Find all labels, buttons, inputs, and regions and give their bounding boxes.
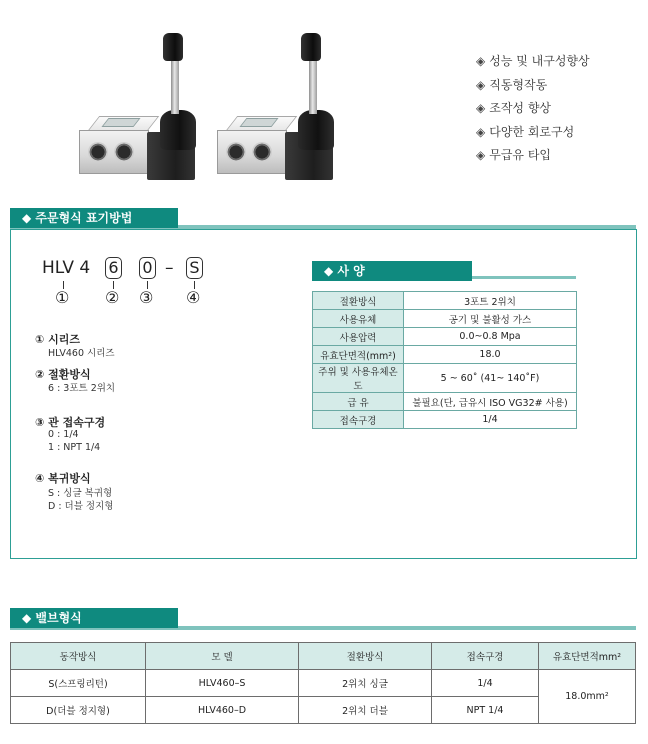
item-title-return: ④ 복귀방식 <box>35 472 91 485</box>
code-box-3 <box>139 257 156 279</box>
code-prefix: HLV 4 <box>42 258 91 278</box>
spec-value: 공기 및 불활성 가스 <box>404 310 577 328</box>
marker-2: ② <box>105 288 120 307</box>
port-hole <box>88 142 108 162</box>
feature-text: 무급유 타입 <box>489 148 552 162</box>
spec-row <box>313 346 577 364</box>
feature-item <box>476 74 590 98</box>
cell-area: 18.0mm² <box>539 670 636 724</box>
spec-row <box>313 292 577 310</box>
spec-value: 3포트 2위치 <box>404 292 577 310</box>
diamond-bullet-icon: ◈ <box>476 148 486 162</box>
item-line: 0 : 1/4 <box>48 429 79 440</box>
feature-text: 직동형작동 <box>489 77 548 92</box>
diamond-bullet-icon: ◈ <box>476 101 486 115</box>
spec-label: 주위 및 사용유체온도 <box>313 364 404 393</box>
cell-action: D(더블 정지형) <box>11 697 146 724</box>
spec-header: ◆ 사 양 <box>312 261 472 281</box>
section-header-order: ◆ 주문형식 표기방법 <box>10 208 178 228</box>
lever-knob <box>163 33 183 61</box>
port-hole <box>252 142 272 162</box>
code-box-2 <box>105 257 122 279</box>
spec-label: 절환방식 <box>313 292 404 310</box>
spec-label: 접속구경 <box>313 411 404 429</box>
column-header: 동작방식 <box>11 643 146 670</box>
code-dash: – <box>165 258 174 278</box>
feature-text: 조작성 향상 <box>489 101 552 115</box>
feature-item <box>476 50 590 74</box>
marker-3: ③ <box>139 288 154 307</box>
valve-type-table <box>10 642 636 724</box>
feature-item <box>476 121 590 145</box>
cell-switch: 2위치 싱글 <box>299 670 432 697</box>
item-title-switch: ② 절환방식 <box>35 368 91 381</box>
cell-port: NPT 1/4 <box>432 697 539 724</box>
spec-label: 사용유체 <box>313 310 404 328</box>
marker-1: ① <box>55 288 70 307</box>
spec-row <box>313 393 577 411</box>
code-box-4 <box>186 257 203 279</box>
feature-text: 성능 및 내구성향상 <box>489 54 590 68</box>
section-header-valve-type: ◆ 밸브형식 <box>10 608 178 628</box>
spec-value: 18.0 <box>404 346 577 364</box>
table-row <box>11 670 636 697</box>
code-digit: 6 <box>105 257 122 279</box>
lever-knob <box>301 33 321 61</box>
cell-model: HLV460–D <box>146 697 299 724</box>
spec-row <box>313 411 577 429</box>
spec-value: 0.0~0.8 Mpa <box>404 328 577 346</box>
lever-stem <box>309 58 317 114</box>
cell-port: 1/4 <box>432 670 539 697</box>
feature-item <box>476 97 590 121</box>
marker-4: ④ <box>186 288 201 307</box>
spec-label: 사용압력 <box>313 328 404 346</box>
cell-action: S(스프링리턴) <box>11 670 146 697</box>
item-line: S : 싱글 복귀형 <box>48 488 113 499</box>
spec-label: 급 유 <box>313 393 404 411</box>
spec-row <box>313 364 577 393</box>
code-digit: S <box>186 257 203 279</box>
spec-table <box>312 291 577 429</box>
features-list <box>476 50 590 168</box>
rubber-boot <box>160 110 196 150</box>
diamond-bullet-icon: ◈ <box>476 124 486 139</box>
item-line: HLV460 시리즈 <box>48 348 115 359</box>
diamond-bullet-icon: ◈ <box>476 54 486 68</box>
rubber-boot <box>298 110 334 150</box>
column-header: 모 델 <box>146 643 299 670</box>
column-header: 절환방식 <box>299 643 432 670</box>
lever-stem <box>171 58 179 114</box>
item-line: 1 : NPT 1/4 <box>48 442 101 453</box>
item-title-series: ① 시리즈 <box>35 333 81 346</box>
spec-row <box>313 328 577 346</box>
spec-value: 5 ~ 60˚ (41~ 140˚F) <box>404 364 577 393</box>
feature-item <box>476 144 590 168</box>
column-header: 접속구경 <box>432 643 539 670</box>
column-header: 유효단면적mm² <box>539 643 636 670</box>
code-digit: 0 <box>139 257 156 279</box>
table-header-row <box>11 643 636 670</box>
item-line: 6 : 3포트 2위치 <box>48 383 116 394</box>
port-hole <box>226 142 246 162</box>
order-code <box>42 258 90 278</box>
item-title-port: ③ 관 접속구경 <box>35 416 106 429</box>
feature-text: 다양한 회로구성 <box>489 124 575 139</box>
spec-label: 유효단면적(mm²) <box>313 346 404 364</box>
diamond-bullet-icon: ◈ <box>476 77 486 92</box>
spec-row <box>313 310 577 328</box>
port-hole <box>114 142 134 162</box>
cell-switch: 2위치 더블 <box>299 697 432 724</box>
spec-value: 불필요(단, 급유시 ISO VG32# 사용) <box>404 393 577 411</box>
item-line: D : 더블 정지형 <box>48 501 114 512</box>
spec-value: 1/4 <box>404 411 577 429</box>
cell-model: HLV460–S <box>146 670 299 697</box>
